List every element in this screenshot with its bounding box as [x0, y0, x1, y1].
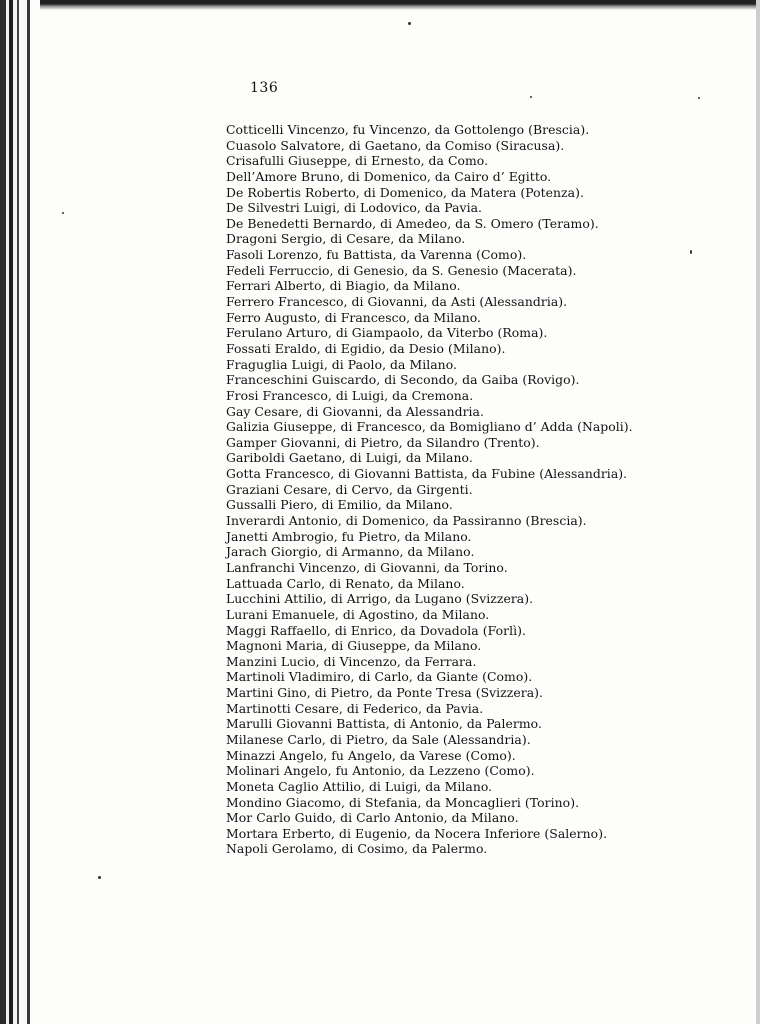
list-item: Mortara Erberto, di Eugenio, da Nocera Inferiore (Salerno).: [226, 825, 608, 841]
list-item: De Silvestri Luigi, di Lodovico, da Pavia.: [226, 200, 483, 216]
list-item: Milanese Carlo, di Pietro, da Sale (Alessandria).: [226, 731, 531, 747]
list-item: Galizia Giuseppe, di Francesco, da Bomigliano d’ Adda (Napoli).: [226, 419, 633, 435]
list-item: Lanfranchi Vincenzo, di Giovanni, da Torino.: [226, 559, 508, 575]
list-item: Franceschini Guiscardo, di Secondo, da Gaiba (Rovigo).: [226, 372, 580, 388]
list-item: Molinari Angelo, fu Antonio, da Lezzeno (Como).: [226, 763, 535, 779]
list-item: Crisafulli Giuseppe, di Ernesto, da Como.: [226, 153, 489, 169]
book-binding-edge: [0, 0, 40, 1024]
list-item: Frosi Francesco, di Luigi, da Cremona.: [226, 387, 474, 403]
list-item: De Robertis Roberto, di Domenico, da Matera (Potenza).: [226, 184, 584, 200]
list-item: Marulli Giovanni Battista, di Antonio, da Palermo.: [226, 716, 542, 732]
scan-speck: [698, 97, 700, 99]
scan-speck: [408, 22, 411, 25]
list-item: Manzini Lucio, di Vincenzo, da Ferrara.: [226, 653, 477, 669]
scan-speck: [530, 96, 532, 98]
list-item: Janetti Ambrogio, fu Pietro, da Milano.: [226, 528, 472, 544]
scan-right-edge: [756, 0, 760, 1024]
list-item: Graziani Cesare, di Cervo, da Girgenti.: [226, 481, 473, 497]
list-item: Ferrero Francesco, di Giovanni, da Asti (Alessandria).: [226, 294, 568, 310]
list-item: Martinoli Vladimiro, di Carlo, da Giante (Como).: [226, 669, 533, 685]
list-item: Dell’Amore Bruno, di Domenico, da Cairo d’ Egitto.: [226, 168, 552, 184]
scan-top-edge: [0, 0, 760, 10]
list-item: Moneta Caglio Attilio, di Luigi, da Milano.: [226, 778, 493, 794]
scan-speck: [690, 250, 692, 254]
list-item: Lurani Emanuele, di Agostino, da Milano.: [226, 606, 490, 622]
list-item: Gussalli Piero, di Emilio, da Milano.: [226, 497, 453, 513]
name-list: [226, 122, 676, 857]
list-item: Fedeli Ferruccio, di Genesio, da S. Genesio (Macerata).: [226, 262, 577, 278]
scan-speck: [98, 876, 101, 879]
list-item: Inverardi Antonio, di Domenico, da Passiranno (Brescia).: [226, 513, 587, 529]
list-item: Gariboldi Gaetano, di Luigi, da Milano.: [226, 450, 473, 466]
list-item: Mondino Giacomo, di Stefania, da Moncaglieri (Torino).: [226, 794, 580, 810]
list-item: Martinotti Cesare, di Federico, da Pavia.: [226, 700, 484, 716]
list-item: De Benedetti Bernardo, di Amedeo, da S. Omero (Teramo).: [226, 215, 599, 231]
list-item: Cuasolo Salvatore, di Gaetano, da Comiso (Siracusa).: [226, 137, 565, 153]
list-item: Cotticelli Vincenzo, fu Vincenzo, da Gottolengo (Brescia).: [226, 122, 590, 137]
list-item: Jarach Giorgio, di Armanno, da Milano.: [226, 544, 475, 560]
list-item: Lattuada Carlo, di Renato, da Milano.: [226, 575, 465, 591]
list-item: Fraguglia Luigi, di Paolo, da Milano.: [226, 356, 457, 372]
list-item: Gay Cesare, di Giovanni, da Alessandria.: [226, 403, 484, 419]
list-item: Maggi Raffaello, di Enrico, da Dovadola (Forlì).: [226, 622, 526, 638]
list-item: Minazzi Angelo, fu Angelo, da Varese (Como).: [226, 747, 516, 763]
list-item: Ferro Augusto, di Francesco, da Milano.: [226, 309, 482, 325]
list-item: Ferulano Arturo, di Giampaolo, da Viterbo (Roma).: [226, 325, 548, 341]
list-item: Mor Carlo Guido, di Carlo Antonio, da Milano.: [226, 810, 519, 826]
list-item: Napoli Gerolamo, di Cosimo, da Palermo.: [226, 841, 488, 857]
list-item: Dragoni Sergio, di Cesare, da Milano.: [226, 231, 466, 247]
list-item: Martini Gino, di Pietro, da Ponte Tresa (Svizzera).: [226, 685, 543, 701]
list-item: Magnoni Maria, di Giuseppe, da Milano.: [226, 638, 482, 654]
page-number: 136: [250, 80, 279, 96]
list-item: Fasoli Lorenzo, fu Battista, da Varenna (Como).: [226, 247, 527, 263]
list-item: Lucchini Attilio, di Arrigo, da Lugano (Svizzera).: [226, 591, 534, 607]
scan-speck: [62, 212, 64, 214]
list-item: Fossati Eraldo, di Egidio, da Desio (Milano).: [226, 340, 506, 356]
list-item: Gamper Giovanni, di Pietro, da Silandro (Trento).: [226, 434, 540, 450]
list-item: Ferrari Alberto, di Biagio, da Milano.: [226, 278, 461, 294]
list-item: Gotta Francesco, di Giovanni Battista, da Fubine (Alessandria).: [226, 466, 628, 482]
